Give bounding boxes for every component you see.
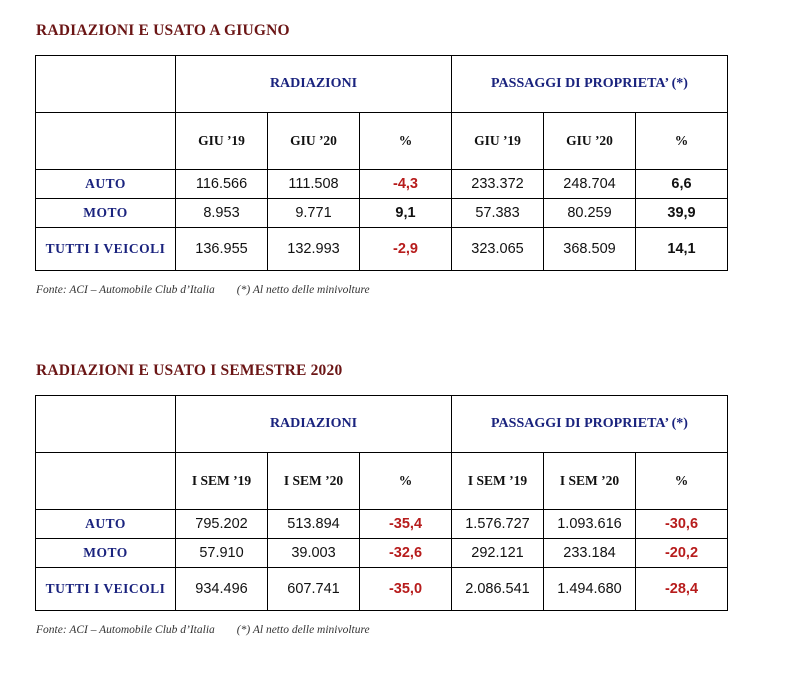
row-label: MOTO bbox=[36, 539, 176, 568]
stats-table bbox=[35, 55, 728, 271]
column-header: GIU ’20 bbox=[544, 113, 636, 170]
percent-cell: -35,4 bbox=[360, 510, 452, 539]
percent-cell: -28,4 bbox=[636, 568, 728, 611]
corner-cell bbox=[36, 56, 176, 113]
footnote bbox=[36, 284, 370, 296]
value-cell: 1.494.680 bbox=[544, 568, 636, 611]
table-row bbox=[36, 510, 728, 539]
row-label: AUTO bbox=[36, 510, 176, 539]
value-cell: 1.093.616 bbox=[544, 510, 636, 539]
value-cell: 8.953 bbox=[176, 199, 268, 228]
value-cell: 607.741 bbox=[268, 568, 360, 611]
blank-header-cell bbox=[36, 453, 176, 510]
table-row bbox=[36, 568, 728, 611]
column-header: % bbox=[360, 453, 452, 510]
value-cell: 795.202 bbox=[176, 510, 268, 539]
percent-cell: 39,9 bbox=[636, 199, 728, 228]
value-cell: 513.894 bbox=[268, 510, 360, 539]
value-cell: 292.121 bbox=[452, 539, 544, 568]
percent-cell: -30,6 bbox=[636, 510, 728, 539]
percent-cell: -20,2 bbox=[636, 539, 728, 568]
value-cell: 233.372 bbox=[452, 170, 544, 199]
section-title: RADIAZIONI E USATO A GIUGNO bbox=[36, 22, 290, 39]
column-header: % bbox=[636, 453, 728, 510]
group-header-passaggi: PASSAGGI DI PROPRIETA’ (*) bbox=[452, 396, 728, 453]
value-cell: 116.566 bbox=[176, 170, 268, 199]
column-header: I SEM ’19 bbox=[176, 453, 268, 510]
percent-cell: -32,6 bbox=[360, 539, 452, 568]
table-row bbox=[36, 199, 728, 228]
column-header: GIU ’19 bbox=[452, 113, 544, 170]
value-cell: 233.184 bbox=[544, 539, 636, 568]
column-header: % bbox=[636, 113, 728, 170]
value-cell: 132.993 bbox=[268, 228, 360, 271]
percent-cell: -4,3 bbox=[360, 170, 452, 199]
table-row bbox=[36, 228, 728, 271]
footnote-note: (*) Al netto delle minivolture bbox=[236, 624, 370, 636]
value-cell: 323.065 bbox=[452, 228, 544, 271]
percent-cell: -35,0 bbox=[360, 568, 452, 611]
row-label: TUTTI I VEICOLI bbox=[36, 228, 176, 271]
group-header-radiazioni: RADIAZIONI bbox=[176, 56, 452, 113]
column-header: % bbox=[360, 113, 452, 170]
row-label: MOTO bbox=[36, 199, 176, 228]
column-header: GIU ’20 bbox=[268, 113, 360, 170]
footnote-note: (*) Al netto delle minivolture bbox=[236, 284, 370, 296]
table-row bbox=[36, 170, 728, 199]
value-cell: 57.910 bbox=[176, 539, 268, 568]
footnote-source: Fonte: ACI – Automobile Club d’Italia bbox=[36, 624, 215, 636]
value-cell: 368.509 bbox=[544, 228, 636, 271]
row-label: TUTTI I VEICOLI bbox=[36, 568, 176, 611]
group-header-passaggi: PASSAGGI DI PROPRIETA’ (*) bbox=[452, 56, 728, 113]
section-title: RADIAZIONI E USATO I SEMESTRE 2020 bbox=[36, 362, 343, 379]
footnote-source: Fonte: ACI – Automobile Club d’Italia bbox=[36, 284, 215, 296]
value-cell: 80.259 bbox=[544, 199, 636, 228]
percent-cell: 14,1 bbox=[636, 228, 728, 271]
percent-cell: 9,1 bbox=[360, 199, 452, 228]
value-cell: 39.003 bbox=[268, 539, 360, 568]
value-cell: 111.508 bbox=[268, 170, 360, 199]
value-cell: 2.086.541 bbox=[452, 568, 544, 611]
percent-cell: 6,6 bbox=[636, 170, 728, 199]
value-cell: 248.704 bbox=[544, 170, 636, 199]
blank-header-cell bbox=[36, 113, 176, 170]
column-header: I SEM ’20 bbox=[268, 453, 360, 510]
group-header-radiazioni: RADIAZIONI bbox=[176, 396, 452, 453]
stats-table bbox=[35, 395, 728, 611]
column-header: I SEM ’20 bbox=[544, 453, 636, 510]
column-header: GIU ’19 bbox=[176, 113, 268, 170]
percent-cell: -2,9 bbox=[360, 228, 452, 271]
column-header: I SEM ’19 bbox=[452, 453, 544, 510]
value-cell: 9.771 bbox=[268, 199, 360, 228]
value-cell: 1.576.727 bbox=[452, 510, 544, 539]
corner-cell bbox=[36, 396, 176, 453]
row-label: AUTO bbox=[36, 170, 176, 199]
value-cell: 57.383 bbox=[452, 199, 544, 228]
table-row bbox=[36, 539, 728, 568]
value-cell: 136.955 bbox=[176, 228, 268, 271]
footnote bbox=[36, 624, 370, 636]
value-cell: 934.496 bbox=[176, 568, 268, 611]
